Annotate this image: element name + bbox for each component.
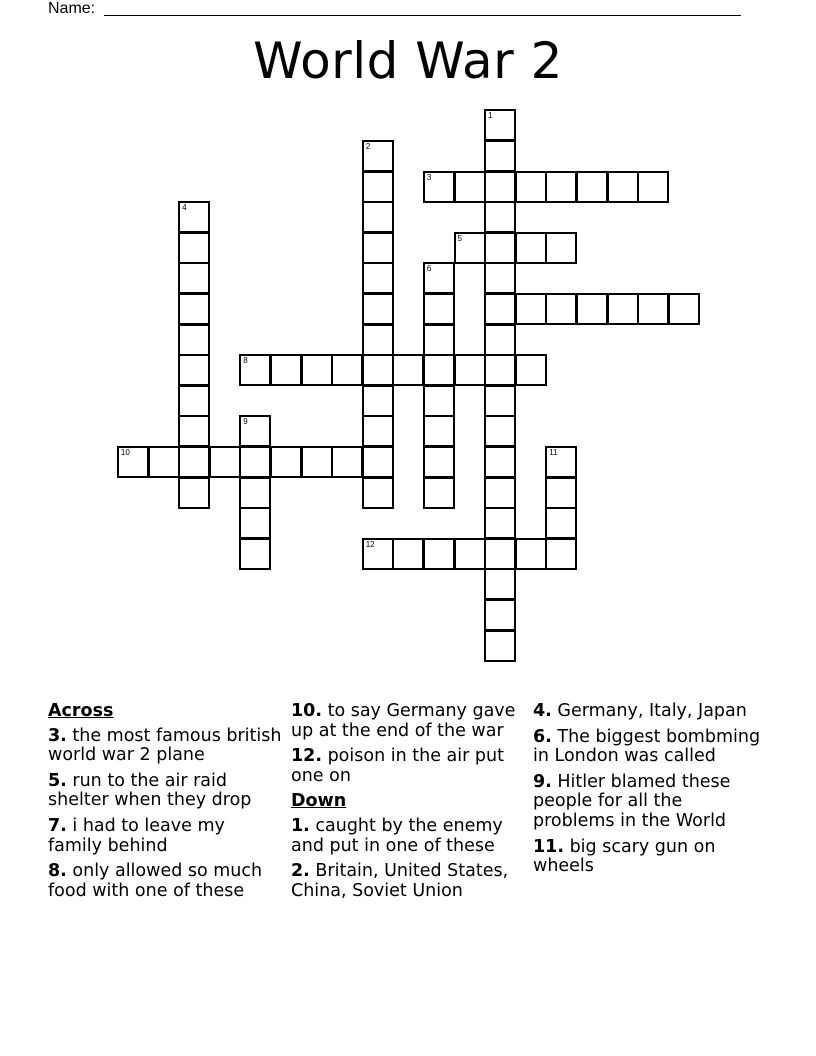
clue-text: Germany, Italy, Japan: [551, 701, 747, 721]
crossword-cell[interactable]: [484, 354, 516, 386]
clue-text: the most famous british world war 2 plane: [48, 725, 282, 766]
crossword-cell[interactable]: [178, 354, 210, 386]
clue-number: 4.: [533, 701, 552, 721]
crossword-cell[interactable]: [576, 171, 608, 203]
crossword-cell[interactable]: [362, 354, 394, 386]
crossword-cell[interactable]: [178, 446, 210, 478]
crossword-cell[interactable]: [301, 446, 333, 478]
clue-number: 9.: [533, 771, 552, 792]
crossword-cell[interactable]: [515, 354, 547, 386]
cell-number: 3: [426, 172, 432, 182]
clue-text: Britain, United States, China, Soviet Union: [291, 861, 509, 901]
crossword-cell[interactable]: [668, 293, 700, 325]
crossword-cell[interactable]: [484, 415, 516, 447]
crossword-cell[interactable]: [454, 538, 486, 570]
clue-text: only allowed so much food with one of these: [48, 861, 263, 901]
name-label: Name:: [48, 0, 96, 17]
crossword-cell[interactable]: [484, 507, 516, 539]
clue-number: 3.: [48, 725, 67, 746]
cell-number: 1: [488, 111, 493, 121]
clue-text: caught by the enemy and put in one of these: [291, 815, 503, 856]
crossword-cell[interactable]: [362, 415, 394, 447]
crossword-cell[interactable]: [484, 201, 516, 233]
clue-down-6: [533, 728, 769, 767]
crossword-cell[interactable]: [362, 171, 394, 203]
crossword-cell[interactable]: [178, 415, 210, 447]
crossword-cell[interactable]: [484, 140, 516, 172]
crossword-cell[interactable]: [178, 293, 210, 325]
clue-number: 5.: [48, 770, 67, 791]
cell-number: 2: [365, 141, 371, 151]
clue-down-4: [533, 702, 769, 722]
cell-number: 5: [457, 233, 462, 243]
crossword-cell[interactable]: [545, 538, 577, 570]
cell-number: 11: [549, 447, 558, 457]
clue-across-10: [291, 702, 527, 741]
crossword-cell[interactable]: [637, 171, 669, 203]
crossword-cell[interactable]: [484, 599, 516, 631]
crossword-cell[interactable]: [484, 109, 516, 141]
crossword-cell[interactable]: [454, 171, 486, 203]
crossword-cell[interactable]: [239, 415, 271, 447]
clue-number: 7.: [48, 815, 67, 836]
crossword-cell[interactable]: [423, 477, 455, 509]
crossword-cell[interactable]: [545, 171, 577, 203]
crossword-cell[interactable]: [607, 171, 639, 203]
clue-across-7: [48, 817, 284, 856]
cell-number: 4: [182, 203, 187, 213]
clue-down-11: [533, 838, 769, 877]
crossword-cell[interactable]: [270, 354, 302, 386]
down-heading: Down: [291, 791, 347, 812]
clue-text: The biggest bombming in London was called: [533, 726, 761, 767]
crossword-cell[interactable]: [362, 446, 394, 478]
crossword-cell[interactable]: [454, 232, 486, 264]
clue-text: Hitler blamed these people for all the problems in the World: [533, 771, 731, 831]
clue-down-9: [533, 773, 769, 832]
crossword-cell[interactable]: [239, 538, 271, 570]
cell-number: 10: [120, 447, 130, 457]
crossword-cell[interactable]: [423, 324, 455, 356]
crossword-cell[interactable]: [484, 293, 516, 325]
crossword-cell[interactable]: [484, 171, 516, 203]
clue-text: poison in the air put one on: [291, 746, 504, 786]
crossword-cell[interactable]: [423, 538, 455, 570]
cell-number: 12: [365, 539, 375, 549]
crossword-cell[interactable]: [607, 293, 639, 325]
clue-number: 8.: [48, 861, 67, 882]
crossword-cell[interactable]: [545, 232, 577, 264]
crossword-cell[interactable]: [515, 171, 547, 203]
clue-number: 10.: [291, 701, 323, 721]
crossword-cell[interactable]: [301, 354, 333, 386]
crossword-cell[interactable]: [362, 324, 394, 356]
clue-text: to say Germany gave up at the end of the war: [291, 701, 516, 741]
clue-across-5: [48, 772, 284, 811]
crossword-cell[interactable]: [484, 568, 516, 600]
clue-across-12: [291, 747, 527, 786]
crossword-cell[interactable]: [484, 324, 516, 356]
crossword-cell[interactable]: [117, 446, 149, 478]
crossword-cell[interactable]: [239, 354, 271, 386]
across-heading: Across: [48, 701, 114, 721]
crossword-cell[interactable]: [362, 201, 394, 233]
crossword-cell[interactable]: [484, 232, 516, 264]
crossword-cell[interactable]: [423, 415, 455, 447]
clue-text: i had to leave my family behind: [48, 815, 225, 856]
crossword-cell[interactable]: [178, 477, 210, 509]
clue-across-3: [48, 727, 284, 766]
crossword-cell[interactable]: [423, 385, 455, 417]
crossword-cell[interactable]: [362, 293, 394, 325]
crossword-cell[interactable]: [178, 262, 210, 294]
clue-across-8: [48, 862, 284, 901]
crossword-cell[interactable]: [178, 324, 210, 356]
crossword-cell[interactable]: [178, 201, 210, 233]
crossword-cell[interactable]: [637, 293, 669, 325]
crossword-cell[interactable]: [576, 293, 608, 325]
clue-text: big scary gun on wheels: [533, 836, 716, 877]
cell-number: 6: [426, 264, 432, 274]
crossword-cell[interactable]: [423, 354, 455, 386]
clue-number: 6.: [533, 726, 552, 747]
clue-number: 12.: [291, 746, 323, 767]
crossword-cell[interactable]: [178, 232, 210, 264]
crossword-cell[interactable]: [515, 538, 547, 570]
crossword-cell[interactable]: [362, 477, 394, 509]
crossword-cell[interactable]: [454, 354, 486, 386]
cell-number: 9: [243, 417, 248, 427]
crossword-cell[interactable]: [362, 140, 394, 172]
clues-column-2: [291, 702, 527, 907]
crossword-cell[interactable]: [239, 507, 271, 539]
crossword-cell[interactable]: [545, 507, 577, 539]
crossword-cell[interactable]: [209, 446, 241, 478]
crossword-cell[interactable]: [362, 232, 394, 264]
clues-column-1: [48, 702, 284, 907]
crossword-cell[interactable]: [148, 446, 180, 478]
crossword-cell[interactable]: [362, 538, 394, 570]
crossword-cell[interactable]: [423, 446, 455, 478]
crossword-cell[interactable]: [178, 385, 210, 417]
crossword-cell[interactable]: [484, 446, 516, 478]
clue-text: run to the air raid shelter when they drop: [48, 770, 252, 811]
crossword-cell[interactable]: [331, 354, 363, 386]
crossword-cell[interactable]: [331, 446, 363, 478]
crossword-cell[interactable]: [362, 262, 394, 294]
crossword-cell[interactable]: [545, 446, 577, 478]
crossword-cell[interactable]: [484, 630, 516, 662]
clue-number: 1.: [291, 815, 310, 836]
clue-down-1: [291, 817, 527, 856]
crossword-cell[interactable]: [239, 477, 271, 509]
crossword-cell[interactable]: [515, 293, 547, 325]
crossword-cell[interactable]: [484, 538, 516, 570]
crossword-cell[interactable]: [392, 354, 424, 386]
clue-number: 11.: [533, 836, 565, 857]
crossword-cell[interactable]: [484, 262, 516, 294]
crossword-cell[interactable]: [239, 446, 271, 478]
clue-number: 2.: [291, 861, 310, 882]
crossword-cell[interactable]: [270, 446, 302, 478]
page-title: World War 2: [253, 32, 563, 90]
crossword-cell[interactable]: [423, 262, 455, 294]
clue-down-2: [291, 862, 527, 901]
crossword-cell[interactable]: [423, 293, 455, 325]
crossword-cell[interactable]: [423, 171, 455, 203]
crossword-cell[interactable]: [484, 477, 516, 509]
cell-number: 8: [243, 356, 248, 366]
crossword-cell[interactable]: [515, 232, 547, 264]
crossword-cell[interactable]: [545, 293, 577, 325]
clues-column-3: [533, 702, 769, 883]
crossword-cell[interactable]: [484, 385, 516, 417]
crossword-cell[interactable]: [362, 385, 394, 417]
crossword-cell[interactable]: [545, 477, 577, 509]
crossword-cell[interactable]: [392, 538, 424, 570]
